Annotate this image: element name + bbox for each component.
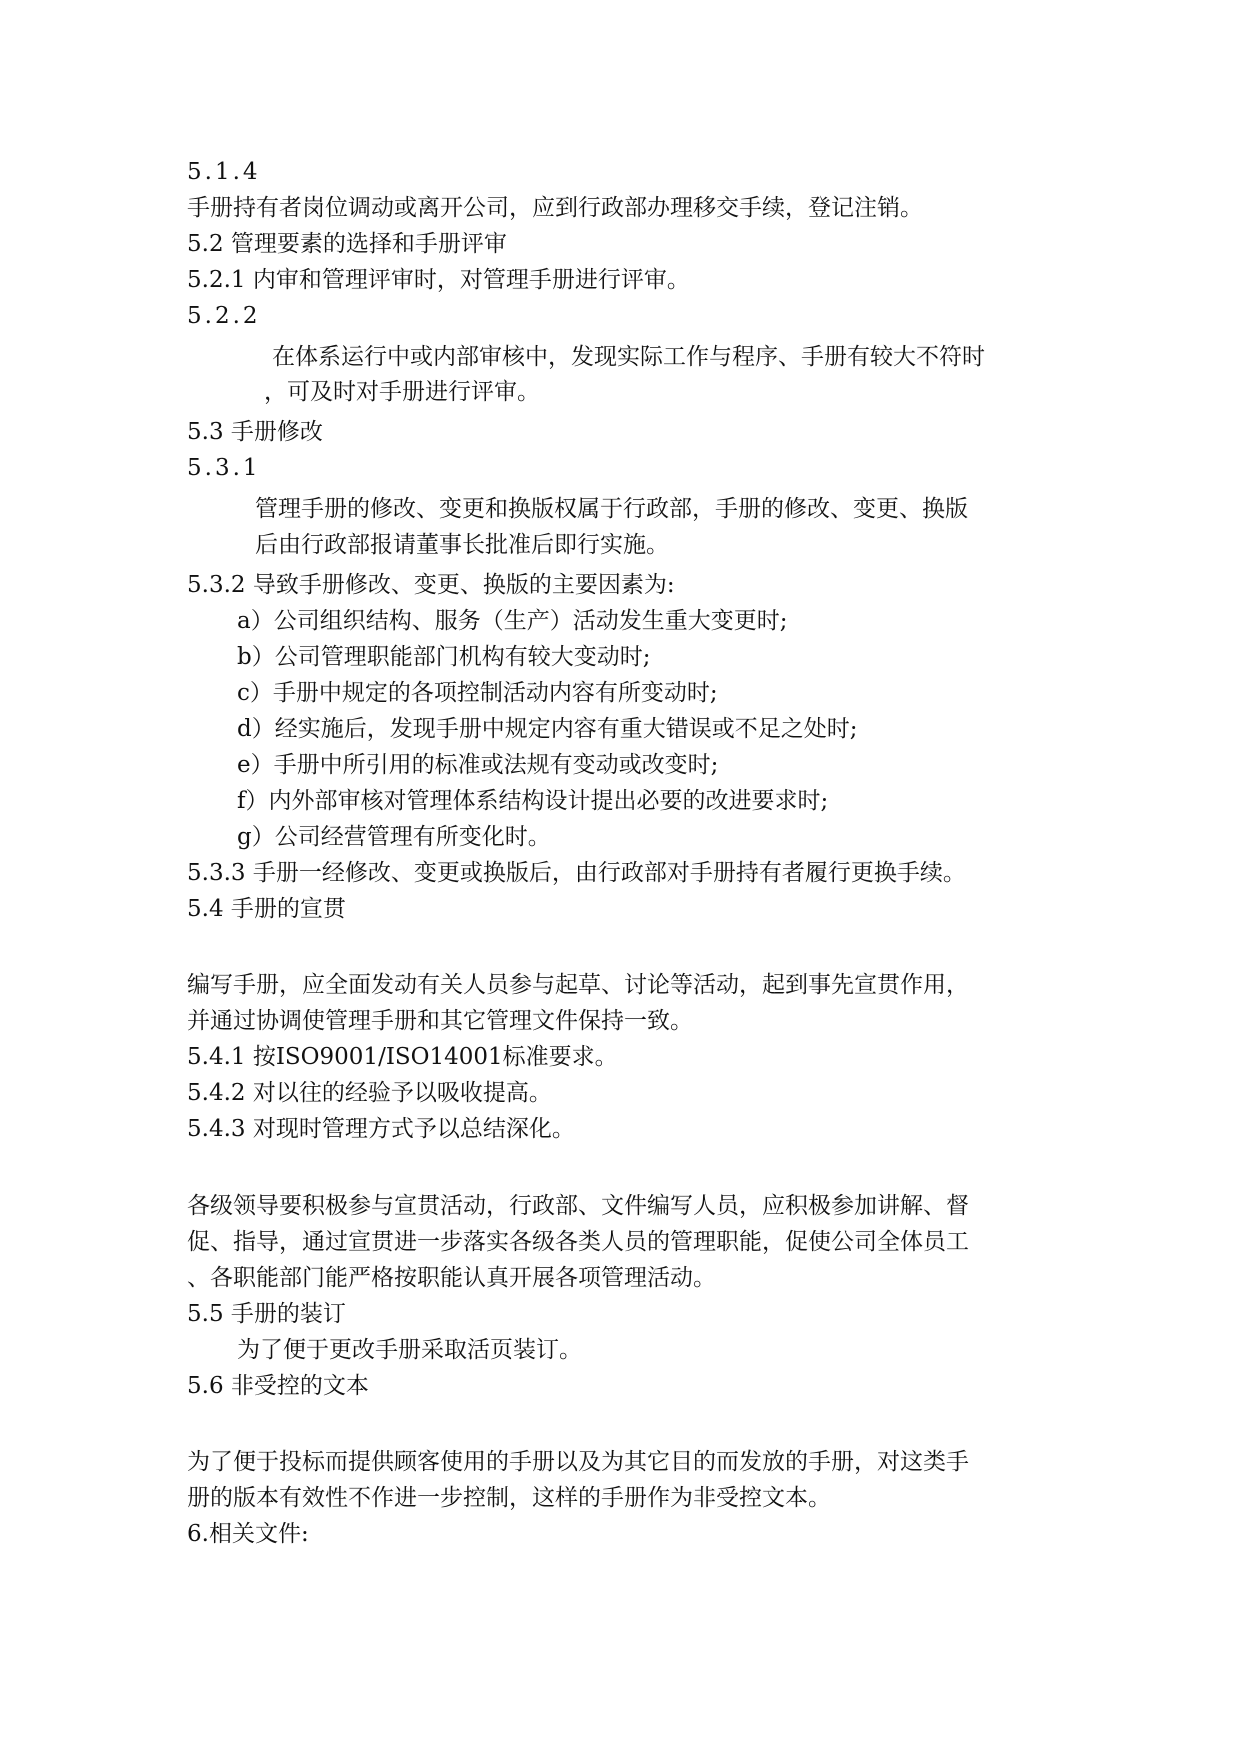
- text-line: 各级领导要积极参与宣贯活动，行政部、文件编写人员，应积极参加讲解、督: [187, 1193, 969, 1219]
- list-item: e）手册中所引用的标准或法规有变动或改变时;: [237, 752, 719, 778]
- text-line: 册的版本有效性不作进一步控制，这样的手册作为非受控文本。: [187, 1485, 831, 1511]
- section-heading: 5.5 手册的装订: [187, 1301, 346, 1327]
- text-line: 并通过协调使管理手册和其它管理文件保持一致。: [187, 1008, 693, 1034]
- section-heading: 5.1.4: [187, 159, 261, 185]
- text-line: ，可及时对手册进行评审。: [264, 379, 540, 405]
- section-heading: 5.3 手册修改: [187, 419, 323, 445]
- text-line: 5.2.1 内审和管理评审时，对管理手册进行评审。: [187, 267, 690, 293]
- text-line: 管理手册的修改、变更和换版权属于行政部，手册的修改、变更、换版: [255, 496, 968, 522]
- text-line: 5.4.2 对以往的经验予以吸收提高。: [187, 1080, 552, 1106]
- section-heading: 5.6 非受控的文本: [187, 1373, 369, 1399]
- section-heading: 6.相关文件:: [187, 1521, 309, 1547]
- text-line: 促、指导，通过宣贯进一步落实各级各类人员的管理职能，促使公司全体员工: [187, 1229, 969, 1255]
- text-line: 、各职能部门能严格按职能认真开展各项管理活动。: [187, 1265, 716, 1291]
- text-line: 为了便于投标而提供顾客使用的手册以及为其它目的而发放的手册，对这类手: [187, 1449, 969, 1475]
- section-heading: 5.2.2: [187, 303, 261, 329]
- text-line: 后由行政部报请董事长批准后即行实施。: [255, 532, 669, 558]
- section-heading: 5.3.1: [187, 455, 261, 481]
- text-line: 编写手册，应全面发动有关人员参与起草、讨论等活动，起到事先宣贯作用，: [187, 972, 969, 998]
- list-item: d）经实施后，发现手册中规定内容有重大错误或不足之处时;: [237, 716, 858, 742]
- text-line: 5.3.3 手册一经修改、变更或换版后，由行政部对手册持有者履行更换手续。: [187, 860, 966, 886]
- list-item: c）手册中规定的各项控制活动内容有所变动时;: [237, 680, 718, 706]
- text-line: 为了便于更改手册采取活页装订。: [237, 1337, 582, 1363]
- list-item: b）公司管理职能部门机构有较大变动时;: [237, 644, 651, 670]
- list-item: g）公司经营管理有所变化时。: [237, 824, 551, 850]
- section-heading: 5.2 管理要素的选择和手册评审: [187, 231, 507, 257]
- list-item: a）公司组织结构、服务（生产）活动发生重大变更时;: [237, 608, 788, 634]
- text-line: 手册持有者岗位调动或离开公司，应到行政部办理移交手续，登记注销。: [187, 195, 923, 221]
- text-line: 在体系运行中或内部审核中，发现实际工作与程序、手册有较大不符时: [272, 344, 985, 370]
- text-line: 5.4.1 按ISO9001/ISO14001标准要求。: [187, 1044, 618, 1070]
- section-heading: 5.4 手册的宣贯: [187, 896, 346, 922]
- text-line: 5.3.2 导致手册修改、变更、换版的主要因素为:: [187, 572, 675, 598]
- text-line: 5.4.3 对现时管理方式予以总结深化。: [187, 1116, 575, 1142]
- list-item: f）内外部审核对管理体系结构设计提出必要的改进要求时;: [237, 788, 829, 814]
